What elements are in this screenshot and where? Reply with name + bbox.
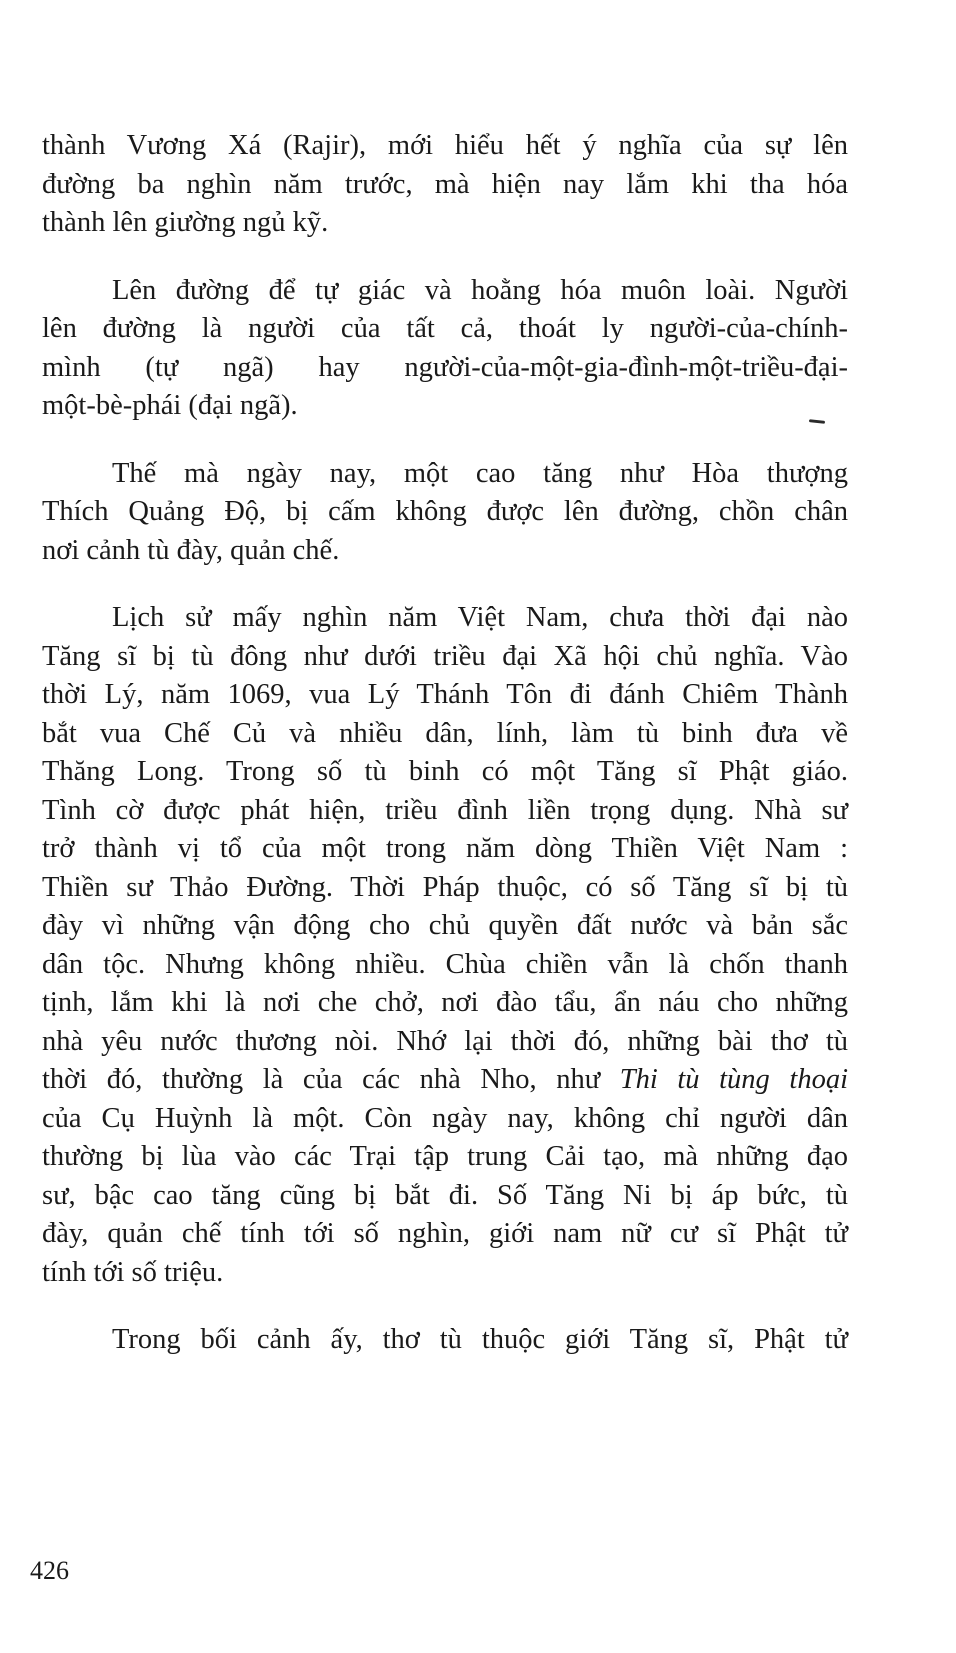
- text-line: thời Lý, năm 1069, vua Lý Thánh Tôn đi đánh Chiêm Thành: [42, 679, 848, 710]
- text-line: lên đường là người của tất cả, thoát ly người-của-chính-: [42, 313, 848, 344]
- text-line: nơi cảnh tù đày, quản chế.: [42, 534, 340, 566]
- text-line: đày vì những vận động cho chủ quyền đất nước và bản sắc: [42, 910, 848, 941]
- text-line: dân tộc. Nhưng không nhiều. Chùa chiền vẫn là chốn thanh: [42, 948, 848, 980]
- paragraph-4: [42, 599, 848, 1292]
- text-line-with-title: [42, 1061, 848, 1100]
- text-line: mình (tự ngã) hay người-của-một-gia-đình-một-triều-đại-: [42, 351, 848, 383]
- text-line: Tăng sĩ bị tù đông như dưới triều đại Xã hội chủ nghĩa. Vào: [42, 640, 848, 672]
- text-line: tính tới số triệu.: [42, 1256, 224, 1288]
- book-title: Thi tù tùng thoại: [619, 1064, 848, 1095]
- text-line: Thăng Long. Trong số tù binh có một Tăng sĩ Phật giáo.: [42, 756, 848, 787]
- text-line: thành Vương Xá (Rajir), mới hiểu hết ý nghĩa của sự lên: [42, 130, 848, 161]
- text-line-start: thời đó, thường là của các nhà Nho, như: [42, 1064, 601, 1095]
- paragraph-1: [42, 127, 848, 243]
- page-number: 426: [30, 1556, 69, 1585]
- text-line: Thế mà ngày nay, một cao tăng như Hòa thượng: [112, 457, 848, 489]
- text-line: nhà yêu nước thương nòi. Nhớ lại thời đó, những bài thơ tù: [42, 1025, 848, 1057]
- text-line: Tình cờ được phát hiện, triều đình liền trọng dụng. Nhà sư: [42, 794, 848, 826]
- paragraph-2: [42, 272, 848, 426]
- text-line: thường bị lùa vào các Trại tập trung Cải tạo, mà những đạo: [42, 1141, 848, 1172]
- paragraph-5: [42, 1321, 848, 1360]
- text-line: trở thành vị tổ của một trong năm dòng Thiền Việt Nam :: [42, 833, 848, 864]
- text-line: Lịch sử mấy nghìn năm Việt Nam, chưa thời đại nào: [112, 602, 848, 633]
- text-line: sư, bậc cao tăng cũng bị bắt đi. Số Tăng Ni bị áp bức, tù: [42, 1179, 848, 1211]
- text-line: Trong bối cảnh ấy, thơ tù thuộc giới Tăng sĩ, Phật tử: [112, 1324, 848, 1355]
- text-line: tịnh, lắm khi là nơi che chở, nơi đào tẩu, ẩn náu cho những: [42, 987, 848, 1018]
- text-line: của Cụ Huỳnh là một. Còn ngày nay, không chỉ người dân: [42, 1102, 848, 1134]
- text-line: Thích Quảng Độ, bị cấm không được lên đường, chồn chân: [42, 496, 848, 527]
- text-line: đày, quản chế tính tới số nghìn, giới nam nữ cư sĩ Phật tử: [42, 1218, 848, 1249]
- text-line: đường ba nghìn năm trước, mà hiện nay lắm khi tha hóa: [42, 168, 848, 200]
- body-text: [42, 127, 848, 1389]
- text-line: thành lên giường ngủ kỹ.: [42, 207, 329, 238]
- text-line: một-bè-phái (đại ngã).: [42, 390, 298, 421]
- text-line: Thiền sư Thảo Đường. Thời Pháp thuộc, có số Tăng sĩ bị tù: [42, 871, 848, 903]
- text-line: Lên đường để tự giác và hoằng hóa muôn loài. Người: [112, 274, 848, 306]
- paragraph-3: [42, 455, 848, 571]
- text-line: bắt vua Chế Củ và nhiều dân, lính, làm tù binh đưa về: [42, 717, 848, 749]
